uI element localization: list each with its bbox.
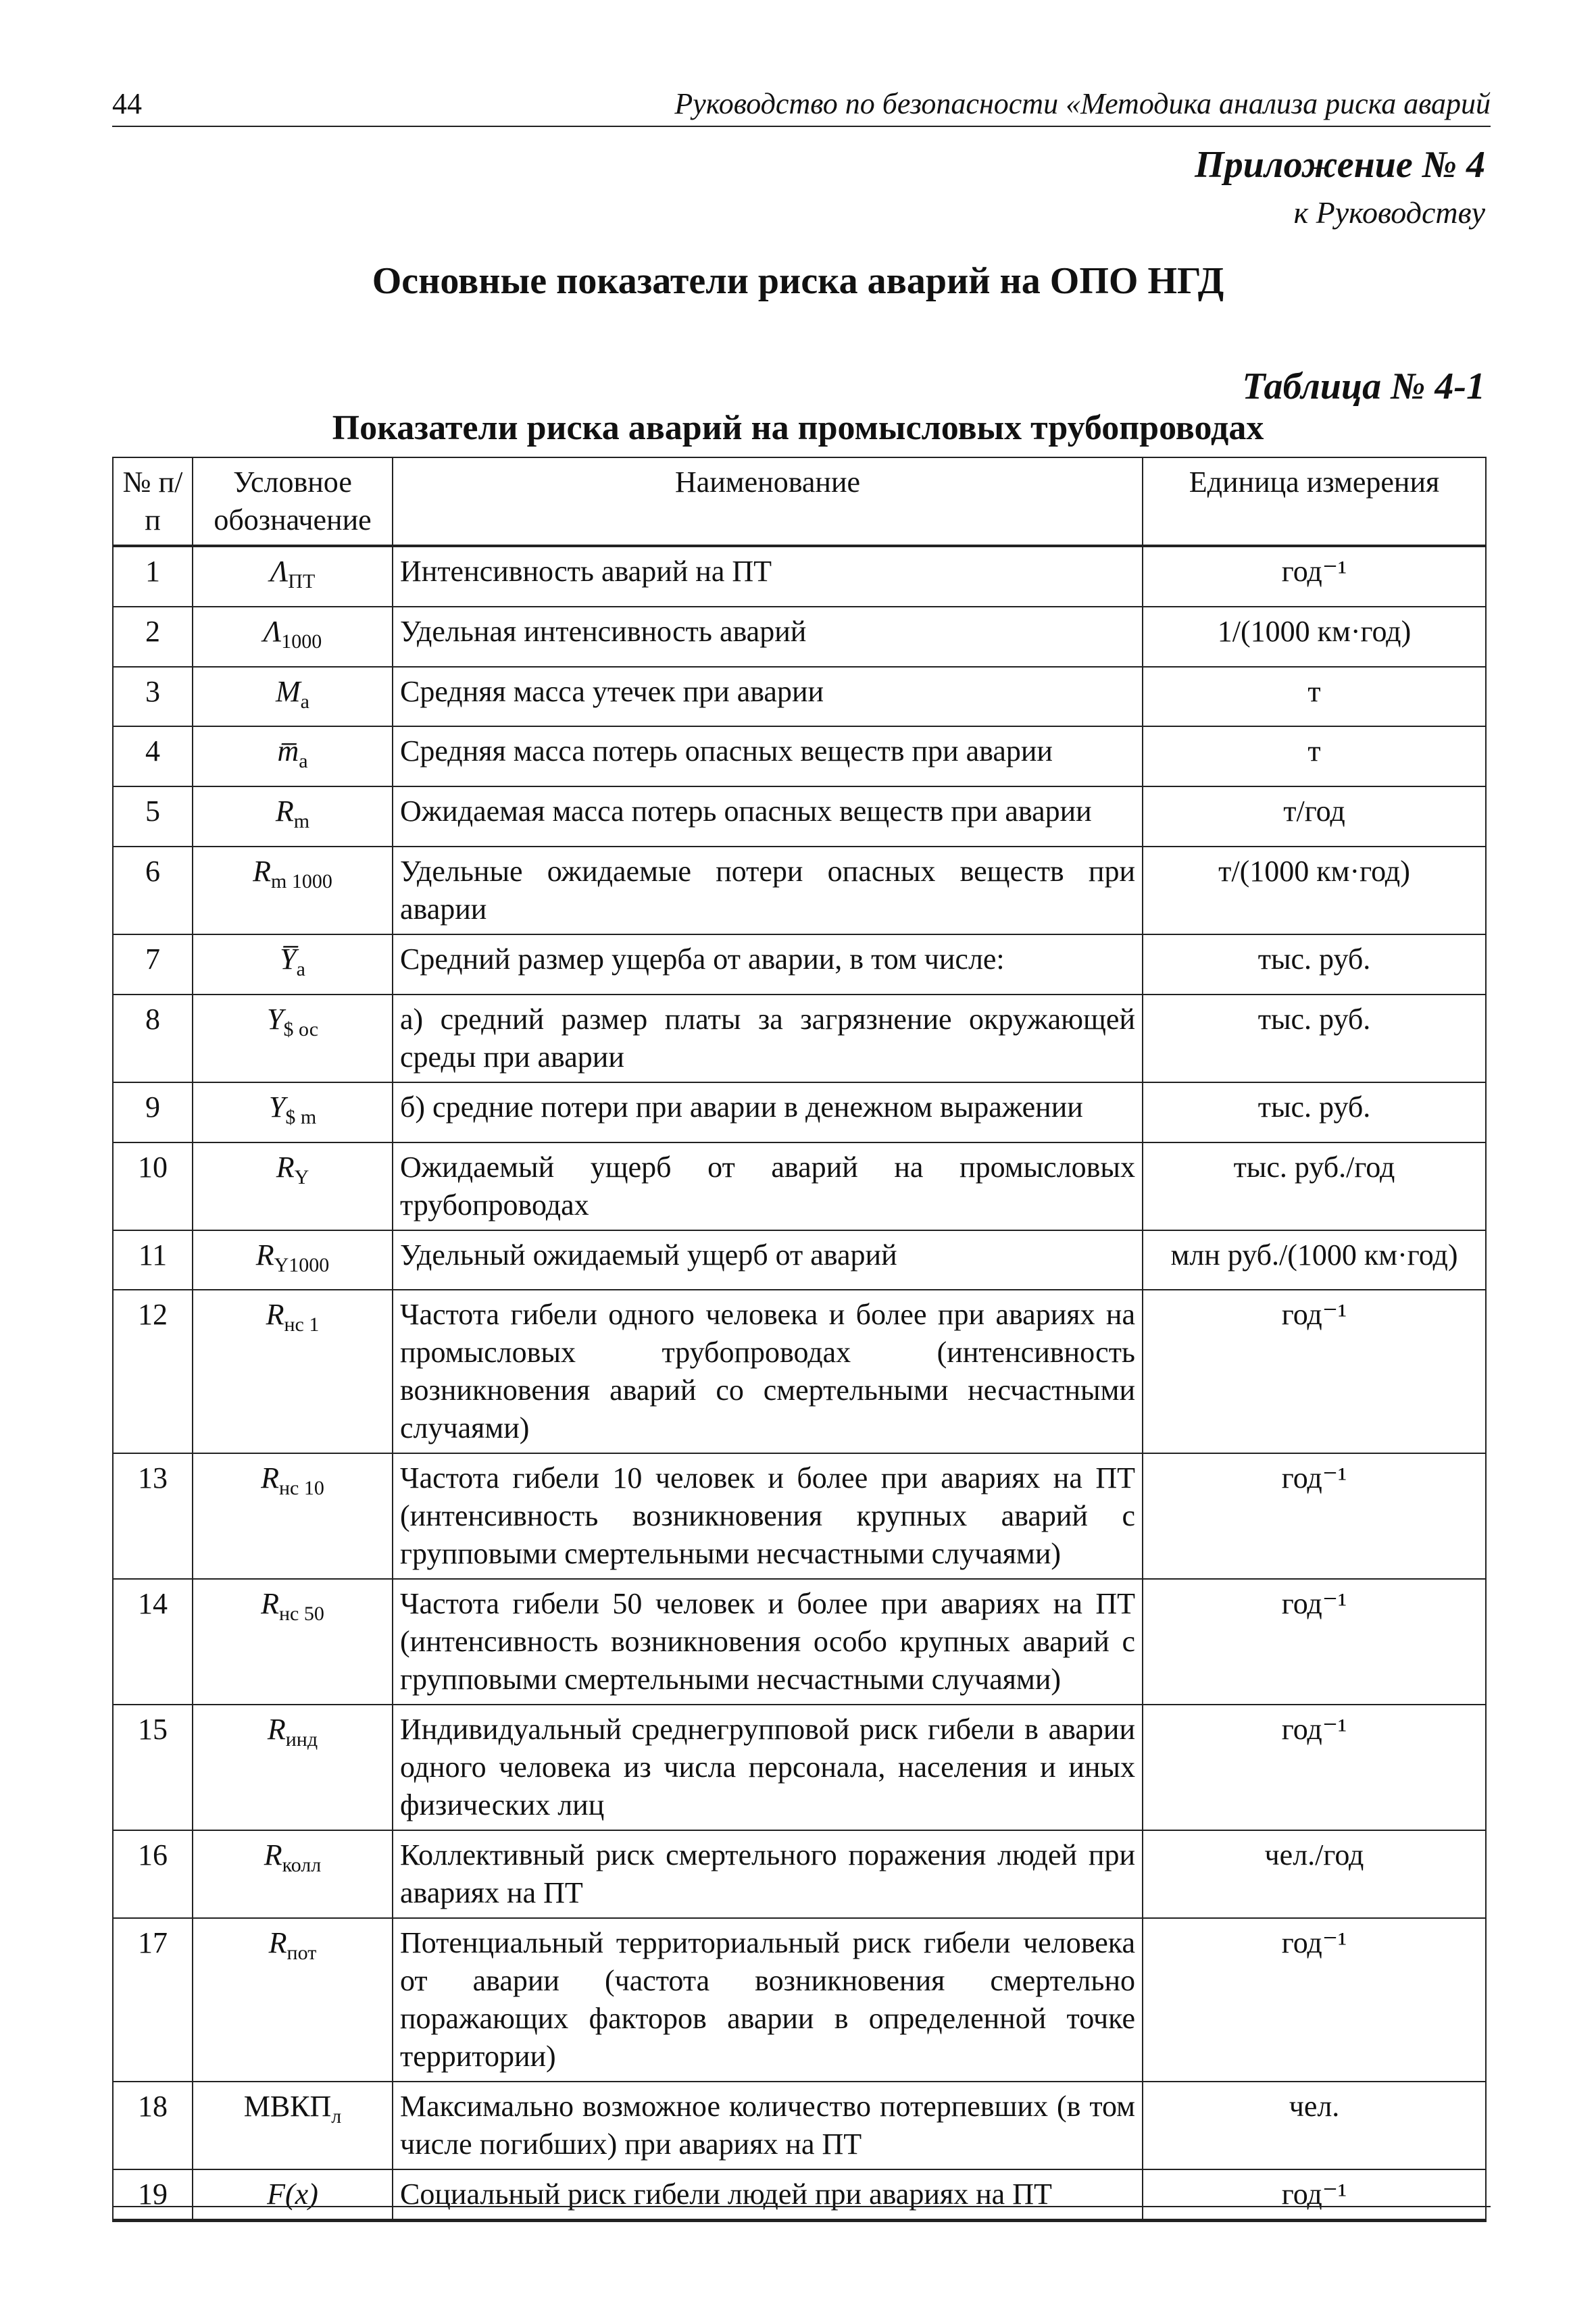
symbol-main: Y	[268, 1090, 286, 1124]
symbol-subscript: инд	[285, 1728, 318, 1751]
row-symbol	[193, 1290, 393, 1453]
symbol-main: Λ	[263, 614, 282, 648]
symbol-main: R	[275, 795, 294, 828]
symbol-subscript: $ m	[285, 1105, 317, 1128]
symbol-subscript: Y	[294, 1165, 309, 1188]
row-symbol	[193, 2082, 393, 2169]
row-symbol	[193, 1453, 393, 1579]
symbol-main: Y	[266, 1002, 284, 1036]
row-number: 12	[113, 1290, 193, 1453]
row-number: 9	[113, 1082, 193, 1142]
row-number: 1	[113, 546, 193, 607]
appendix-title: Приложение № 4	[1195, 144, 1485, 186]
row-name: Частота гибели одного человека и более при авариях на промысловых трубопроводах (интенсивность возникновения аварий со смертельными несчастными случаями)	[393, 1290, 1143, 1453]
symbol-subscript: нс 50	[279, 1603, 324, 1626]
row-unit: год⁻¹	[1143, 1705, 1486, 1830]
row-symbol	[193, 2169, 393, 2221]
row-number: 18	[113, 2082, 193, 2169]
symbol-main: R	[261, 1461, 279, 1495]
row-name: Частота гибели 10 человек и более при авариях на ПТ (интенсивность возникновения крупных аварий с групповыми смертельными несчастными случаями)	[393, 1453, 1143, 1579]
row-name: Социальный риск гибели людей при авариях на ПТ	[393, 2169, 1143, 2221]
table-row	[113, 1142, 1486, 1230]
row-unit: год⁻¹	[1143, 2169, 1486, 2221]
row-name: Индивидуальный среднегрупповой риск гибели в аварии одного человека из числа персонала, населения и иных физических лиц	[393, 1705, 1143, 1830]
row-symbol	[193, 786, 393, 847]
symbol-main: Y̅	[280, 942, 297, 976]
row-name: а) средний размер платы за загрязнение окружающей среды при аварии	[393, 995, 1143, 1082]
table-label: Таблица № 4-1	[1242, 366, 1485, 407]
symbol-main: МВКП	[243, 2090, 332, 2123]
symbol-main: R	[255, 1238, 274, 1272]
row-number: 7	[113, 934, 193, 995]
row-name: Частота гибели 50 человек и более при авариях на ПТ (интенсивность возникновения особо крупных аварий с групповыми смертельными несчастными случаями)	[393, 1579, 1143, 1705]
running-header: Руководство по безопасности «Методика анализа риска аварий	[674, 87, 1491, 120]
footer-rule	[112, 2206, 1491, 2207]
symbol-subscript: а	[296, 957, 305, 980]
col-header-symbol: Условное обозначение	[193, 457, 393, 546]
row-unit: тыс. руб./год	[1143, 1142, 1486, 1230]
row-number: 2	[113, 607, 193, 667]
row-symbol	[193, 847, 393, 934]
row-unit: чел.	[1143, 2082, 1486, 2169]
row-symbol	[193, 726, 393, 786]
row-unit: тыс. руб.	[1143, 934, 1486, 995]
risk-indicators-table	[112, 457, 1487, 2222]
table-title: Показатели риска аварий на промысловых трубопроводах	[332, 409, 1264, 447]
row-number: 13	[113, 1453, 193, 1579]
col-header-name: Наименование	[393, 457, 1143, 546]
col-header-num: № п/п	[113, 457, 193, 546]
row-number: 15	[113, 1705, 193, 1830]
appendix-subtitle: к Руководству	[1293, 195, 1485, 230]
table-row	[113, 1082, 1486, 1142]
symbol-main: M	[276, 674, 301, 708]
main-title: Основные показатели риска аварий на ОПО НГД	[372, 260, 1224, 302]
row-name: Коллективный риск смертельного поражения людей при авариях на ПТ	[393, 1830, 1143, 1918]
row-unit: год⁻¹	[1143, 1579, 1486, 1705]
row-symbol	[193, 1142, 393, 1230]
row-symbol	[193, 1830, 393, 1918]
symbol-subscript: л	[331, 2105, 342, 2128]
symbol-main: R	[266, 1298, 284, 1332]
table-body	[113, 546, 1486, 2221]
row-name: Средняя масса потерь опасных веществ при аварии	[393, 726, 1143, 786]
row-number: 3	[113, 667, 193, 727]
symbol-subscript: нс 1	[284, 1313, 320, 1336]
table-row	[113, 847, 1486, 934]
row-name: Средняя масса утечек при аварии	[393, 667, 1143, 727]
header-rule	[112, 126, 1491, 127]
row-unit: тыс. руб.	[1143, 1082, 1486, 1142]
symbol-main: R	[267, 1713, 286, 1746]
row-name: Средний размер ущерба от аварии, в том числе:	[393, 934, 1143, 995]
row-name: Максимально возможное количество потерпевших (в том числе погибших) при авариях на ПТ	[393, 2082, 1143, 2169]
table-row	[113, 667, 1486, 727]
table-row	[113, 1290, 1486, 1453]
table-row	[113, 726, 1486, 786]
row-symbol	[193, 667, 393, 727]
row-number: 17	[113, 1918, 193, 2082]
row-name: Потенциальный территориальный риск гибели человека от аварии (частота возникновения смертельно поражающих факторов аварии в определенной точке территории)	[393, 1918, 1143, 2082]
table-row	[113, 1579, 1486, 1705]
symbol-subscript: нс 10	[279, 1477, 324, 1500]
symbol-main: F(x)	[267, 2178, 318, 2211]
row-number: 8	[113, 995, 193, 1082]
row-number: 11	[113, 1230, 193, 1290]
row-unit: т	[1143, 667, 1486, 727]
row-unit: млн руб./(1000 км·год)	[1143, 1230, 1486, 1290]
row-symbol	[193, 1705, 393, 1830]
table-row	[113, 1918, 1486, 2082]
symbol-main: R	[264, 1838, 282, 1872]
symbol-subscript: а	[300, 690, 309, 713]
symbol-main: m̅	[277, 734, 299, 768]
symbol-main: R	[261, 1587, 279, 1621]
table-row	[113, 995, 1486, 1082]
table-row	[113, 1230, 1486, 1290]
row-symbol	[193, 1579, 393, 1705]
symbol-subscript: Y1000	[274, 1253, 330, 1276]
row-number: 10	[113, 1142, 193, 1230]
row-symbol	[193, 995, 393, 1082]
row-unit: год⁻¹	[1143, 1918, 1486, 2082]
row-unit: т/(1000 км·год)	[1143, 847, 1486, 934]
row-unit: т/год	[1143, 786, 1486, 847]
row-name: б) средние потери при аварии в денежном выражении	[393, 1082, 1143, 1142]
row-unit: 1/(1000 км·год)	[1143, 607, 1486, 667]
table-row	[113, 1705, 1486, 1830]
table-row	[113, 786, 1486, 847]
table-row	[113, 1830, 1486, 1918]
row-name: Удельная интенсивность аварий	[393, 607, 1143, 667]
symbol-subscript: m 1000	[271, 870, 332, 892]
row-unit: чел./год	[1143, 1830, 1486, 1918]
row-symbol	[193, 546, 393, 607]
table-header-row	[113, 457, 1486, 546]
page-number: 44	[112, 87, 142, 120]
row-name: Ожидаемый ущерб от аварий на промысловых трубопроводах	[393, 1142, 1143, 1230]
symbol-subscript: а	[299, 750, 308, 773]
symbol-subscript: $ ос	[283, 1017, 319, 1040]
symbol-subscript: ПТ	[288, 570, 316, 593]
symbol-main: R	[253, 854, 272, 888]
row-unit: год⁻¹	[1143, 1290, 1486, 1453]
row-symbol	[193, 934, 393, 995]
row-number: 19	[113, 2169, 193, 2221]
symbol-subscript: колл	[282, 1854, 322, 1877]
table-row	[113, 1453, 1486, 1579]
table-row	[113, 2082, 1486, 2169]
symbol-main: Λ	[270, 555, 289, 588]
table-row	[113, 2169, 1486, 2221]
row-name: Ожидаемая масса потерь опасных веществ при аварии	[393, 786, 1143, 847]
row-name: Интенсивность аварий на ПТ	[393, 546, 1143, 607]
row-name: Удельный ожидаемый ущерб от аварий	[393, 1230, 1143, 1290]
row-unit: т	[1143, 726, 1486, 786]
row-number: 4	[113, 726, 193, 786]
row-symbol	[193, 607, 393, 667]
col-header-unit: Единица измерения	[1143, 457, 1486, 546]
row-name: Удельные ожидаемые потери опасных веществ при аварии	[393, 847, 1143, 934]
row-number: 6	[113, 847, 193, 934]
table-row	[113, 546, 1486, 607]
row-symbol	[193, 1918, 393, 2082]
row-number: 5	[113, 786, 193, 847]
row-unit: год⁻¹	[1143, 546, 1486, 607]
symbol-subscript: 1000	[281, 630, 322, 653]
table-row	[113, 607, 1486, 667]
row-number: 14	[113, 1579, 193, 1705]
symbol-subscript: пот	[286, 1942, 317, 1965]
symbol-subscript: m	[293, 809, 310, 832]
symbol-main: R	[276, 1150, 295, 1184]
symbol-main: R	[268, 1926, 287, 1960]
table-row	[113, 934, 1486, 995]
row-number: 16	[113, 1830, 193, 1918]
row-symbol	[193, 1230, 393, 1290]
row-unit: тыс. руб.	[1143, 995, 1486, 1082]
row-symbol	[193, 1082, 393, 1142]
row-unit: год⁻¹	[1143, 1453, 1486, 1579]
